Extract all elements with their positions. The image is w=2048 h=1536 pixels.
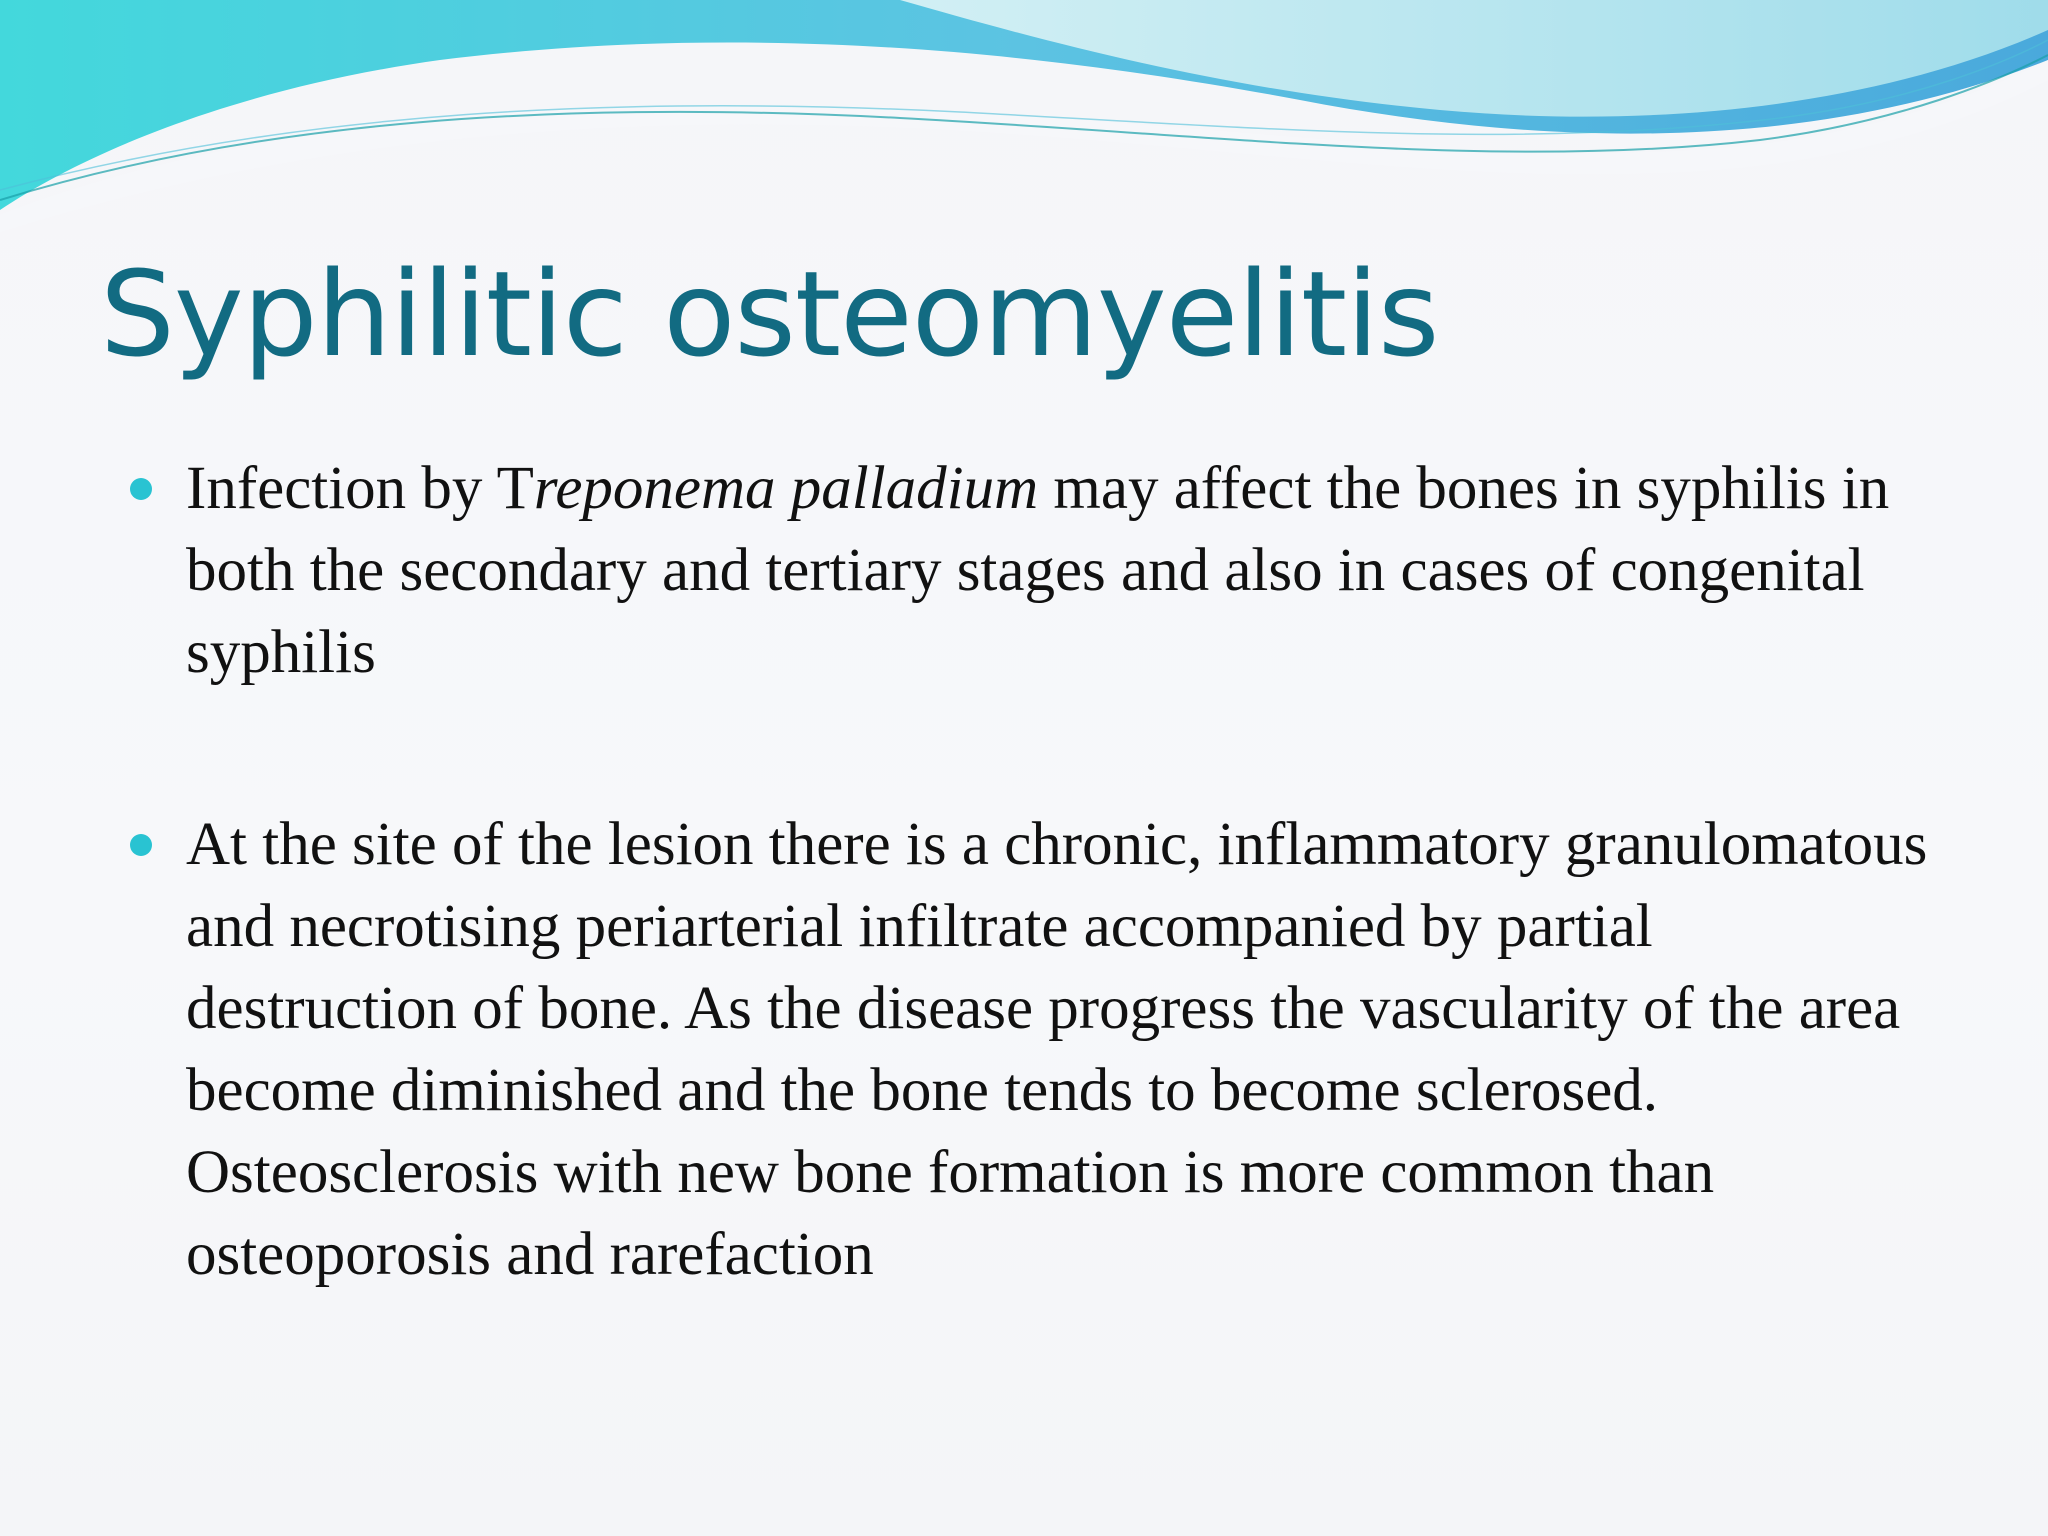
bullet-text: At the site of the lesion there is a chronic, inflammatory granulomatous and necrotising periarterial infiltrate accompanied by partial destruction of bone. As the disease progress the vascularity of the area become diminished and the bone tends to become sclerosed. Osteosclerosis with new bone formation is more common than osteoporosis and rarefaction [186, 811, 1928, 1288]
bullet-item [130, 804, 1930, 1296]
header-wave-decoration [0, 0, 2048, 240]
bullet-item [130, 448, 1930, 694]
bullet-dot-icon [130, 834, 152, 856]
bullet-text-suffix: may affect the bones in syphilis in both the secondary and tertiary stages and also in cases of congenital syphilis [186, 455, 1890, 686]
bullet-dot-icon [130, 478, 152, 500]
bullet-list [130, 448, 1930, 1296]
bullet-text-italic: reponema palladium [533, 455, 1039, 522]
slide-title: Syphilitic osteomyelitis [100, 245, 1439, 383]
bullet-text-prefix: Infection by T [186, 455, 534, 522]
